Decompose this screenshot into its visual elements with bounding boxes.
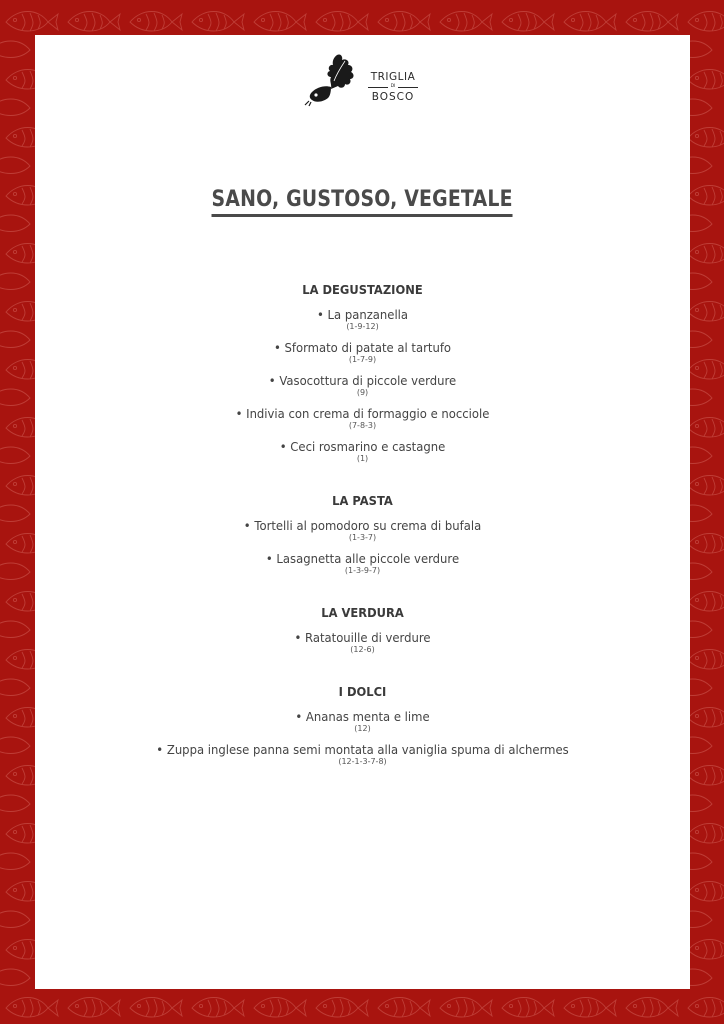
dish-item	[35, 742, 690, 767]
brand-line-1: TRIGLIA	[370, 71, 416, 83]
dish-item	[35, 406, 690, 431]
dish-allergens: (1)	[356, 454, 369, 463]
brand-line-2: BOSCO	[371, 91, 415, 103]
dish-item	[35, 373, 690, 398]
dish-allergens: (9)	[356, 388, 369, 397]
dish-name: • Lasagnetta alle piccole verdure	[265, 551, 460, 566]
section-degustazione	[35, 282, 690, 464]
dish-item	[35, 439, 690, 464]
dish-name: • Sformato di patate al tartufo	[273, 340, 452, 355]
brand-divider	[361, 83, 425, 91]
dish-allergens: (7-8-3)	[348, 421, 377, 430]
dish-allergens: (1-7-9)	[348, 355, 377, 364]
section-heading: I DOLCI	[338, 684, 387, 699]
section-heading: LA PASTA	[332, 493, 393, 508]
dish-item	[35, 630, 690, 655]
dish-item	[35, 709, 690, 734]
section-heading: LA VERDURA	[321, 605, 404, 620]
brand-name	[361, 71, 425, 103]
dish-allergens: (1-3-9-7)	[344, 566, 381, 575]
dish-name: • Ceci rosmarino e castagne	[279, 439, 446, 454]
dish-item	[35, 340, 690, 365]
dish-name: • Indivia con crema di formaggio e nocciole	[235, 406, 490, 421]
dish-item	[35, 307, 690, 332]
dish-name: • La panzanella	[316, 307, 409, 322]
section-verdura	[35, 605, 690, 655]
section-heading: LA DEGUSTAZIONE	[302, 282, 423, 297]
dish-name: • Vasocottura di piccole verdure	[268, 373, 457, 388]
dish-allergens: (12-6)	[350, 645, 375, 654]
menu-sheet	[35, 35, 690, 989]
dish-item	[35, 551, 690, 576]
section-pasta	[35, 493, 690, 576]
menu-sections	[35, 282, 690, 796]
dish-allergens: (12)	[354, 724, 371, 733]
menu-title-wrap	[35, 187, 690, 217]
dish-name: • Ananas menta e lime	[295, 709, 430, 724]
dish-item	[35, 518, 690, 543]
menu-title: SANO, GUSTOSO, VEGETALE	[212, 187, 513, 217]
brand-line-mid: DI	[390, 84, 396, 89]
dish-allergens: (1-3-7)	[348, 533, 377, 542]
dish-name: • Tortelli al pomodoro su crema di bufala	[243, 518, 482, 533]
dish-allergens: (12-1-3-7-8)	[338, 757, 387, 766]
fish-oak-leaf-icon	[303, 51, 359, 107]
section-dolci	[35, 684, 690, 767]
dish-allergens: (1-9-12)	[346, 322, 379, 331]
dish-name: • Ratatouille di verdure	[294, 630, 431, 645]
dish-name: • Zuppa inglese panna semi montata alla vaniglia spuma di alchermes	[156, 742, 569, 757]
restaurant-logo	[303, 51, 433, 111]
